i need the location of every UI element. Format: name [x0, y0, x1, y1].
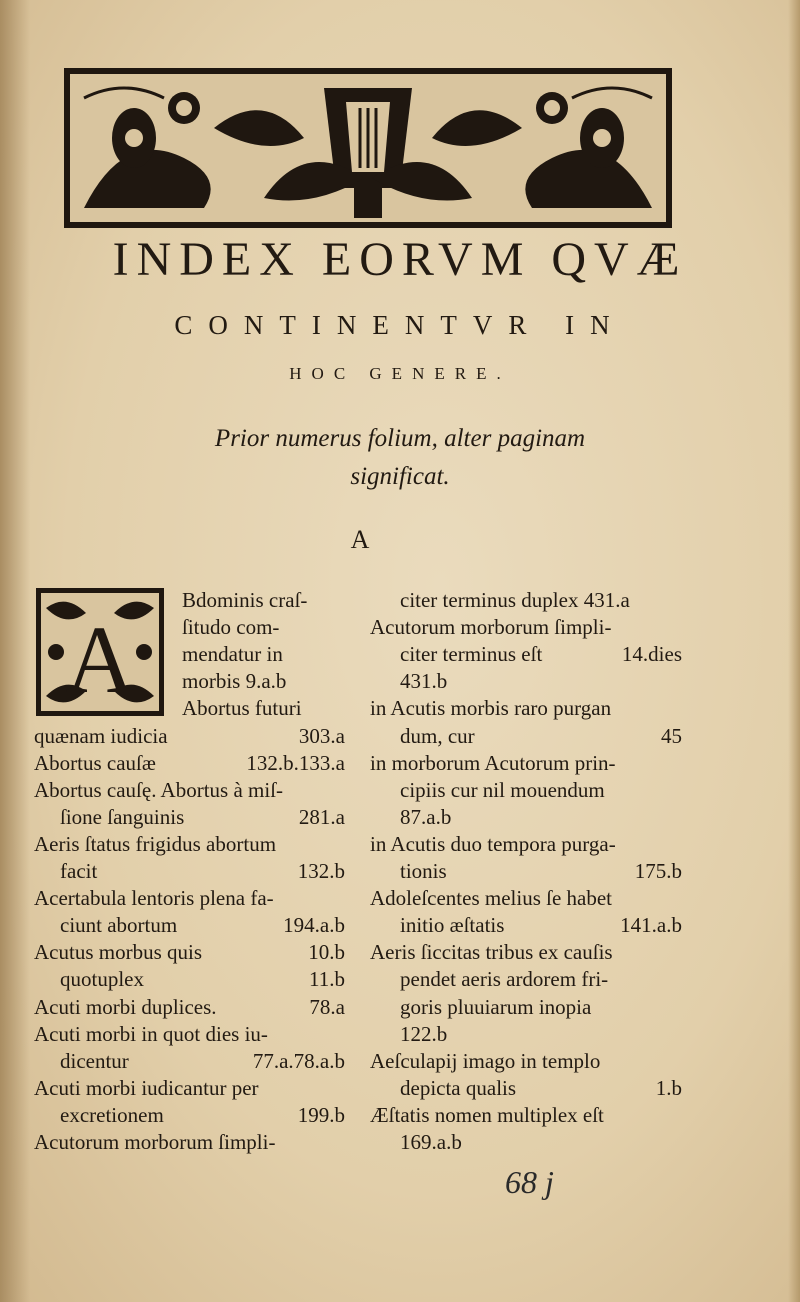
index-entry-page: 132.b.133.a [246, 750, 345, 775]
index-entry: ciunt abortum [60, 913, 178, 938]
index-entry-page: 11.b [309, 967, 345, 992]
index-entry-page: 194.a.b [283, 913, 345, 938]
index-entry: Abortus futuri [182, 696, 302, 721]
index-entry: depicta qualis [400, 1075, 517, 1100]
ornamental-headpiece [64, 68, 672, 228]
index-entry-page: 10.b [308, 940, 345, 965]
index-entry: Acuti morbi duplices. [34, 994, 217, 1019]
section-letter: A [350, 525, 370, 554]
index-entry: tionis [400, 859, 447, 883]
note-line: Prior numerus folium, alter paginam [214, 425, 586, 452]
index-entry: Acutorum morborum ſimpli- [370, 615, 612, 640]
index-entry: morbis 9.a.b [182, 669, 287, 694]
index-entry: Aeſculapij imago in templo [370, 1048, 601, 1073]
index-entry: in Acutis duo tempora purga- [370, 831, 616, 856]
index-entry: Adoleſcentes melius ſe habet [370, 886, 613, 911]
index-entry-page: 45 [661, 723, 682, 748]
index-entry: initio æſtatis [400, 913, 505, 938]
index-entry-page: 281.a [298, 804, 345, 829]
index-entry: in morborum Acutorum prin- [370, 750, 616, 775]
index-title: INDEX EORVM QVÆ [112, 233, 688, 286]
index-entry: Acuti morbi in quot dies iu- [34, 1021, 268, 1046]
index-subtitle-2: HOC GENERE. [289, 364, 511, 383]
index-entry-page: 132.b [297, 859, 345, 883]
index-entry: quotuplex [60, 967, 144, 992]
index-entry: Acutorum morborum ſimpli- [34, 1130, 276, 1154]
index-entry: Bdominis craſ- [182, 588, 308, 612]
index-entry: 87.a.b [400, 804, 452, 829]
index-entry: ſitudo com- [182, 615, 280, 640]
index-entry: Æſtatis nomen multiplex eſt [370, 1102, 604, 1127]
index-entry-page: 14.dies [621, 642, 682, 667]
decorated-initial [36, 588, 164, 716]
index-entry: Abortus cauſę. Abortus à miſ- [34, 777, 284, 802]
index-entry: dum, cur [400, 723, 475, 748]
index-entry-page: 199.b [297, 1102, 345, 1127]
index-entry: goris pluuiarum inopia [400, 994, 592, 1019]
index-entry: 169.a.b [400, 1130, 462, 1154]
index-entry: citer terminus duplex 431.a [400, 588, 630, 612]
index-entry: Acuti morbi iudicantur per [34, 1075, 259, 1100]
index-entry-page: 141.a.b [620, 913, 682, 938]
index-entry-page: 175.b [634, 859, 682, 883]
index-entry: 122.b [400, 1021, 448, 1046]
gutter-shadow [0, 0, 30, 1302]
index-subtitle: CONTINENTVR IN [174, 310, 626, 340]
page-edge [788, 0, 800, 1302]
index-entry: Acutus morbus quis [34, 940, 202, 965]
index-entry: ſione ſanguinis [60, 804, 185, 829]
index-entry: Abortus cauſæ [34, 750, 156, 775]
numbering-note [140, 420, 660, 496]
index-entry: mendatur in [182, 642, 283, 667]
folio-mark: 68 j [505, 1164, 554, 1200]
index-entry: dicentur [60, 1048, 129, 1073]
index-entry: Aeris ſtatus frigidus abortum [34, 831, 277, 856]
index-entry: Aeris ſiccitas tribus ex cauſis [370, 940, 613, 965]
index-entry: citer terminus eſt [400, 642, 543, 667]
index-entry: facit [60, 859, 98, 883]
index-entry-page: 1.b [655, 1075, 682, 1100]
initial-letter: A [65, 606, 135, 713]
index-entry-page: 78.a [309, 994, 345, 1019]
index-entry-page: 77.a.78.a.b [252, 1048, 345, 1073]
index-entry-page: 303.a [298, 723, 345, 748]
index-entry: 431.b [400, 669, 448, 694]
index-entry: pendet aeris ardorem fri- [400, 967, 609, 992]
index-entry: Acertabula lentoris plena fa- [34, 886, 274, 911]
index-entry: excretionem [60, 1102, 164, 1127]
note-line: significat. [350, 463, 450, 490]
index-entry: quænam iudicia [34, 723, 168, 748]
index-entry: cipiis cur nil mouendum [400, 777, 605, 802]
index-entry: in Acutis morbis raro purgan [370, 696, 612, 721]
